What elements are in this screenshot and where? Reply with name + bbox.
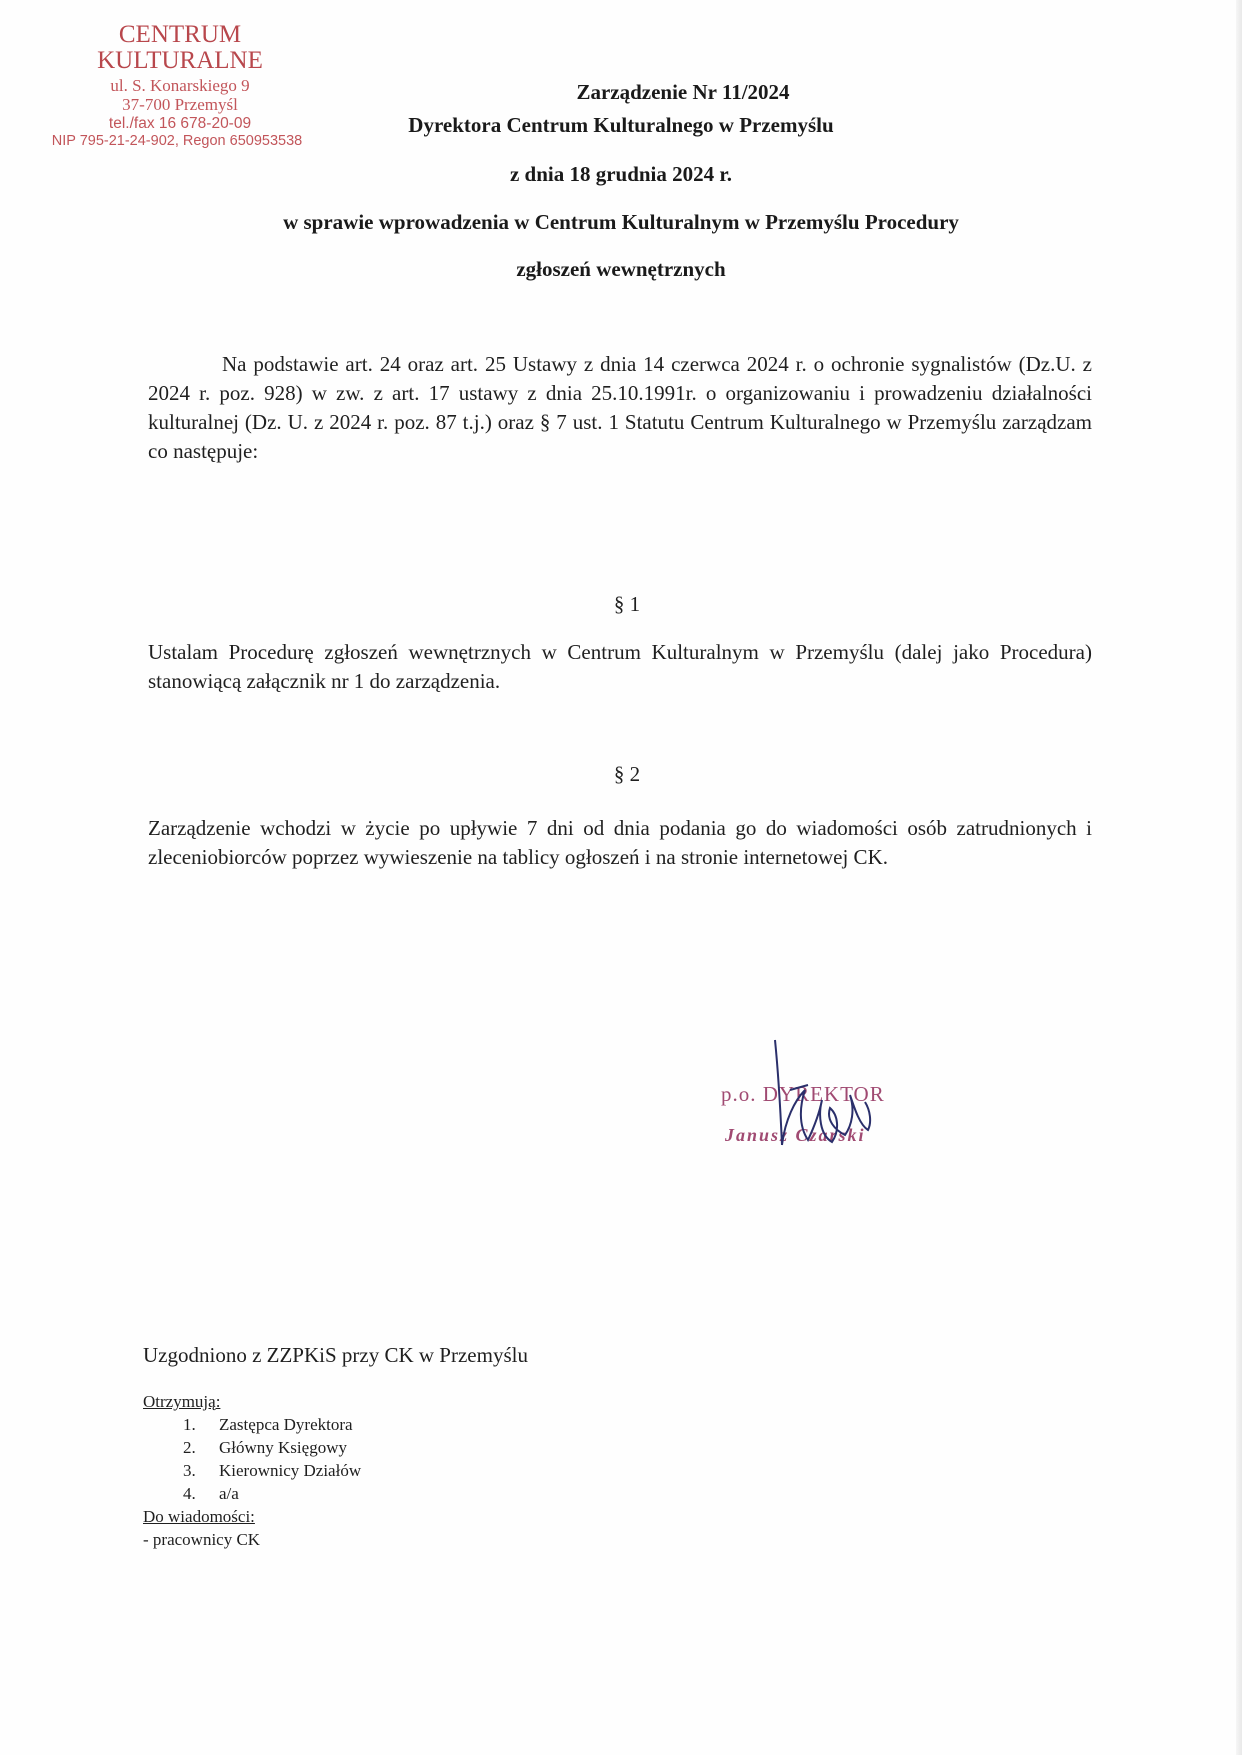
section-text-2: Zarządzenie wchodzi w życie po upływie 7 dni od dnia podania go do wiadomości osób zatrudnionych i zleceniobiorców poprzez wywieszenie na tablicy ogłoszeń i na stronie internetowej CK. — [148, 816, 1092, 869]
document-date: z dnia 18 grudnia 2024 r. — [509, 162, 733, 186]
document-title: Zarządzenie Nr 11/2024 — [576, 80, 790, 104]
agreement-note: Uzgodniono z ZZPKiS przy CK w Przemyślu — [143, 1343, 528, 1367]
info-item: - pracownicy CK — [143, 1530, 261, 1549]
document-subject-line-2: zgłoszeń wewnętrznych — [516, 257, 726, 281]
section-mark-2: § 2 — [613, 762, 641, 786]
intro-paragraph: Na podstawie art. 24 oraz art. 25 Ustawy z dnia 14 czerwca 2024 r. o ochronie sygnalistów (Dz.U. z 2024 r. poz. 928) w zw. z art. 17 ustawy z dnia 25.10.1991r. o organizowaniu i prowadzeniu działalności kulturalnej (Dz. U. z 2024 r. poz. 87 t.j.) oraz § 7 ust. 1 Statutu Centrum Kulturalnego w Przemyślu zarządzam co następuje: — [148, 352, 1092, 463]
section-text-1: Ustalam Procedurę zgłoszeń wewnętrznych w Centrum Kulturalnym w Przemyślu (dalej jako Procedura) stanowiącą załącznik nr 1 do zarządzenia. — [148, 640, 1092, 693]
signature-name: Janusz Czarski — [725, 1125, 866, 1145]
recipients-block — [143, 1390, 361, 1551]
list-item: 3. Kierownicy Działów — [183, 1461, 362, 1480]
list-item: 4. a/a — [183, 1484, 239, 1503]
document-issuer: Dyrektora Centrum Kulturalnego w Przemyślu — [408, 113, 834, 137]
signature-stamp — [715, 1030, 915, 1160]
handwritten-signature-icon — [760, 1030, 900, 1160]
stamp-ids: NIP 795-21-24-902, Regon 650953538 — [51, 133, 303, 150]
recipients-label: Otrzymują: — [143, 1392, 221, 1411]
stamp-street: ul. S. Konarskiego 9 — [110, 75, 250, 95]
recipients-list — [143, 1413, 361, 1505]
stamp-name: CENTRUM KULTURALNE — [97, 21, 263, 75]
document-subject-line-1: w sprawie wprowadzenia w Centrum Kulturalnym w Przemyślu Procedury — [283, 210, 959, 234]
list-item: 2. Główny Księgowy — [183, 1438, 347, 1457]
info-label: Do wiadomości: — [143, 1507, 255, 1526]
section-mark-1: § 1 — [613, 592, 641, 616]
signature-role: p.o. DYREKTOR — [721, 1082, 885, 1106]
list-item: 1. Zastępca Dyrektora — [183, 1415, 353, 1434]
stamp-phone: tel./fax 16 678-20-09 — [108, 115, 252, 133]
stamp-city: 37-700 Przemyśl — [122, 95, 238, 115]
